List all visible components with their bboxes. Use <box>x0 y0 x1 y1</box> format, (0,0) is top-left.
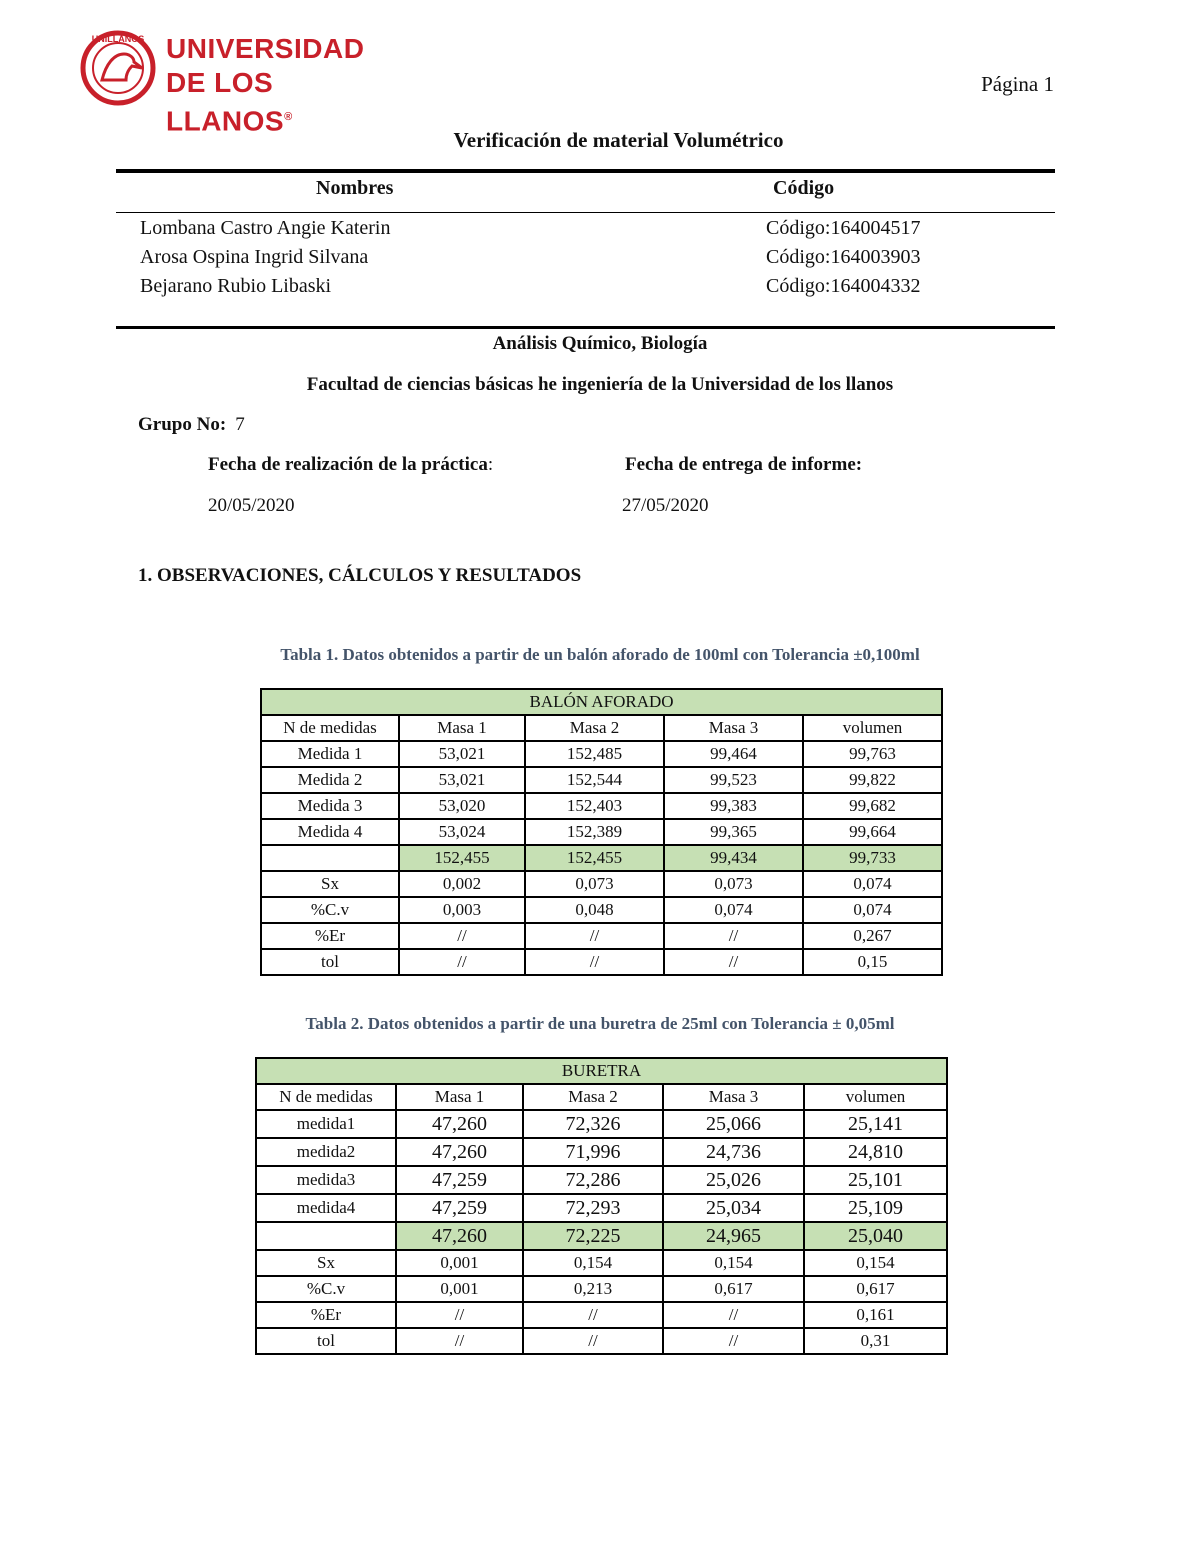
table-cell <box>261 845 399 871</box>
table-cell: medida3 <box>256 1166 396 1194</box>
table-cell: 0,213 <box>523 1276 663 1302</box>
table-cell: 152,455 <box>399 845 525 871</box>
table-mean-row <box>261 845 942 871</box>
table-cell: 0,31 <box>804 1328 947 1354</box>
table-cell: 152,544 <box>525 767 664 793</box>
member-names <box>140 214 391 301</box>
column-header: Masa 2 <box>523 1084 663 1110</box>
table-cell: // <box>396 1328 523 1354</box>
table-row <box>256 1166 947 1194</box>
table-cell: 25,109 <box>804 1194 947 1222</box>
table-cell: 0,617 <box>663 1276 804 1302</box>
delivery-date-label: Fecha de entrega de informe: <box>625 454 863 475</box>
table-cell: 25,101 <box>804 1166 947 1194</box>
table-cell: 71,996 <box>523 1138 663 1166</box>
table-cell: 47,260 <box>396 1110 523 1138</box>
column-header: volumen <box>803 715 942 741</box>
table-cell: 0,074 <box>803 897 942 923</box>
table-cell: 99,365 <box>664 819 803 845</box>
table-cell: // <box>523 1328 663 1354</box>
table-balon-aforado <box>260 688 943 976</box>
university-logo <box>80 28 370 137</box>
table-cell: 99,822 <box>803 767 942 793</box>
table-cell: // <box>664 923 803 949</box>
table-cell: 25,040 <box>804 1222 947 1250</box>
table-cell: Sx <box>261 871 399 897</box>
table-cell: // <box>525 949 664 975</box>
table-row <box>256 1194 947 1222</box>
table-cell: 99,434 <box>664 845 803 871</box>
table-cell: %C.v <box>261 897 399 923</box>
table-cell: 0,154 <box>663 1250 804 1276</box>
table-cell: 0,15 <box>803 949 942 975</box>
member-name: Bejarano Rubio Libaski <box>140 275 332 297</box>
table-cell: 0,001 <box>396 1250 523 1276</box>
table-cell: 152,455 <box>525 845 664 871</box>
table-cell: %C.v <box>256 1276 396 1302</box>
table-cell: // <box>523 1302 663 1328</box>
group-line <box>138 414 245 436</box>
table-cell: %Er <box>261 923 399 949</box>
table-cell: tol <box>261 949 399 975</box>
section-heading: 1. OBSERVACIONES, CÁLCULOS Y RESULTADOS <box>138 565 582 586</box>
table-cell: 53,021 <box>399 767 525 793</box>
table-row <box>256 1302 947 1328</box>
logo-line1: UNIVERSIDAD <box>166 33 365 64</box>
table-cell: 99,383 <box>664 793 803 819</box>
table-cell: 53,020 <box>399 793 525 819</box>
table-row <box>256 1138 947 1166</box>
table-cell: 0,074 <box>803 871 942 897</box>
table-cell: Medida 3 <box>261 793 399 819</box>
table-cell: 24,810 <box>804 1138 947 1166</box>
table-cell: 0,617 <box>804 1276 947 1302</box>
names-header: Nombres <box>316 177 394 199</box>
table1-caption: Tabla 1. Datos obtenidos a partir de un balón aforado de 100ml con Tolerancia ±0,100ml <box>280 645 920 664</box>
column-header: N de medidas <box>261 715 399 741</box>
table-cell: // <box>399 923 525 949</box>
table-title-row <box>261 689 942 715</box>
table-row <box>261 741 942 767</box>
table-cell: 0,074 <box>664 897 803 923</box>
table-cell: medida4 <box>256 1194 396 1222</box>
table-title: BALÓN AFORADO <box>261 689 942 715</box>
table-cell: medida2 <box>256 1138 396 1166</box>
column-header: Masa 1 <box>399 715 525 741</box>
member-code: Código:164003903 <box>766 246 921 268</box>
member-code: Código:164004517 <box>766 217 921 239</box>
document-title: Verificación de material Volumétrico <box>453 128 784 152</box>
course-name: Análisis Químico, Biología <box>492 333 708 354</box>
member-codes <box>766 214 920 301</box>
logo-line2: DE LOS LLANOS® <box>166 67 293 137</box>
practice-date-value: 20/05/2020 <box>208 495 295 516</box>
table-cell <box>256 1222 396 1250</box>
svg-text:UNILLANOS: UNILLANOS <box>91 34 145 44</box>
column-header: Masa 3 <box>664 715 803 741</box>
top-rule <box>116 169 1055 173</box>
code-header: Código <box>773 177 835 199</box>
table-cell: 99,763 <box>803 741 942 767</box>
university-name <box>166 32 370 138</box>
table-row <box>256 1328 947 1354</box>
table-cell: 25,034 <box>663 1194 804 1222</box>
table-buretra <box>255 1057 948 1355</box>
member-name: Lombana Castro Angie Katerin <box>140 217 391 239</box>
table-cell: // <box>525 923 664 949</box>
table-cell: 47,259 <box>396 1166 523 1194</box>
table-cell: 25,066 <box>663 1110 804 1138</box>
table-cell: 99,464 <box>664 741 803 767</box>
page-number: Página 1 <box>981 72 1054 96</box>
table-cell: // <box>663 1302 804 1328</box>
table-cell: 25,141 <box>804 1110 947 1138</box>
table-cell: 0,161 <box>804 1302 947 1328</box>
table-cell: 152,485 <box>525 741 664 767</box>
table-row <box>256 1250 947 1276</box>
table-cell: 24,736 <box>663 1138 804 1166</box>
table-cell: // <box>396 1302 523 1328</box>
table-row <box>256 1110 947 1138</box>
column-header: Masa 3 <box>663 1084 804 1110</box>
table-cell: // <box>663 1328 804 1354</box>
table-cell: 72,326 <box>523 1110 663 1138</box>
table-cell: 152,389 <box>525 819 664 845</box>
table-row <box>261 819 942 845</box>
table-cell: 72,293 <box>523 1194 663 1222</box>
table-title: BURETRA <box>256 1058 947 1084</box>
table-cell: 0,001 <box>396 1276 523 1302</box>
table-cell: 0,267 <box>803 923 942 949</box>
table-cell: // <box>664 949 803 975</box>
pelican-seal-icon <box>80 28 160 108</box>
table-cell: 0,002 <box>399 871 525 897</box>
table-cell: 99,664 <box>803 819 942 845</box>
table-title-row <box>256 1058 947 1084</box>
table-cell: 24,965 <box>663 1222 804 1250</box>
table-cell: 152,403 <box>525 793 664 819</box>
table-cell: Medida 2 <box>261 767 399 793</box>
table-row <box>261 793 942 819</box>
table-cell: 72,225 <box>523 1222 663 1250</box>
table2-caption: Tabla 2. Datos obtenidos a partir de una buretra de 25ml con Tolerancia ± 0,05ml <box>305 1014 895 1033</box>
member-code: Código:164004332 <box>766 275 921 297</box>
table-cell: 25,026 <box>663 1166 804 1194</box>
faculty-name: Facultad de ciencias básicas he ingeniería de la Universidad de los llanos <box>306 374 894 395</box>
table-cell: tol <box>256 1328 396 1354</box>
table-cell: Sx <box>256 1250 396 1276</box>
practice-date-label: Fecha de realización de la práctica: <box>208 454 494 475</box>
table-cell: 0,073 <box>664 871 803 897</box>
table-mean-row <box>256 1222 947 1250</box>
table-cell: // <box>399 949 525 975</box>
table-cell: medida1 <box>256 1110 396 1138</box>
table-header-row <box>261 715 942 741</box>
table-row <box>256 1276 947 1302</box>
bottom-rule <box>116 326 1055 329</box>
table-cell: Medida 1 <box>261 741 399 767</box>
table-cell: 0,073 <box>525 871 664 897</box>
column-header: Masa 2 <box>525 715 664 741</box>
column-header: N de medidas <box>256 1084 396 1110</box>
table-cell: 53,021 <box>399 741 525 767</box>
table-cell: %Er <box>256 1302 396 1328</box>
table-cell: 0,048 <box>525 897 664 923</box>
header-rule <box>116 212 1055 213</box>
table-cell: 99,523 <box>664 767 803 793</box>
group-value: 7 <box>235 414 245 435</box>
table-cell: 53,024 <box>399 819 525 845</box>
table-cell: 99,682 <box>803 793 942 819</box>
column-header: volumen <box>804 1084 947 1110</box>
table-header-row <box>256 1084 947 1110</box>
table-cell: 47,260 <box>396 1138 523 1166</box>
table-cell: 47,259 <box>396 1194 523 1222</box>
table-row <box>261 767 942 793</box>
table-cell: Medida 4 <box>261 819 399 845</box>
table-cell: 99,733 <box>803 845 942 871</box>
table-cell: 0,003 <box>399 897 525 923</box>
table-row <box>261 897 942 923</box>
column-header: Masa 1 <box>396 1084 523 1110</box>
group-label: Grupo No: <box>138 414 227 435</box>
table-cell: 0,154 <box>804 1250 947 1276</box>
table-row <box>261 923 942 949</box>
table-cell: 0,154 <box>523 1250 663 1276</box>
table-row <box>261 949 942 975</box>
delivery-date-value: 27/05/2020 <box>622 495 709 516</box>
table-cell: 47,260 <box>396 1222 523 1250</box>
table-row <box>261 871 942 897</box>
member-name: Arosa Ospina Ingrid Silvana <box>140 246 369 268</box>
table-cell: 72,286 <box>523 1166 663 1194</box>
